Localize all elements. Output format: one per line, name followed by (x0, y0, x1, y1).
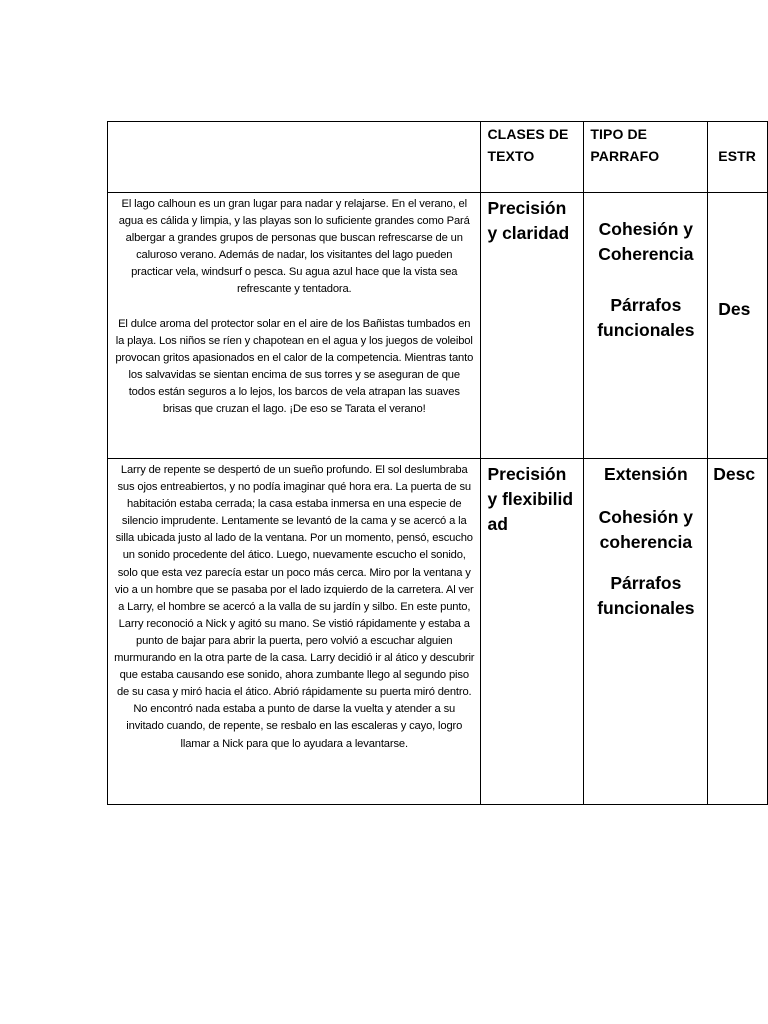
tipo-cell (584, 193, 708, 459)
text-cell (108, 193, 481, 459)
header-cell-estr (708, 122, 768, 193)
header-text (108, 122, 480, 123)
text-cell (108, 459, 481, 805)
header-estr: ESTR (718, 148, 757, 164)
text-body (108, 193, 480, 418)
header-clases-de-texto: CLASES DE TEXTO (487, 126, 569, 164)
tipo-value: Párrafos funcionales (597, 573, 695, 618)
estr-value: Des (718, 299, 751, 319)
text-paragraph: El lago calhoun es un gran lugar para nadar y relajarse. En el verano, el agua es cálida y limpia, y las playas son lo suficiente grandes como Pará albergar a grandes grupos de personas que buscan refrescarse de un caluroso verano. Además de nadar, los visitantes del lago pueden practicar vela, windsurf o pesca. Su agua azul hace que la vista sea refrescante y tentadora. (118, 198, 470, 296)
clase-value: Precisión y flexibilidad (487, 464, 574, 534)
header-cell-clases (481, 122, 584, 193)
header-tipo-de-parrafo: TIPO DE PARRAFO (590, 126, 660, 164)
clase-value: Precisión y claridad (487, 198, 570, 243)
text-analysis-table (107, 121, 768, 805)
tipo-value: Párrafos funcionales (597, 295, 695, 340)
tipo-cell (584, 459, 708, 805)
estr-cell (708, 459, 768, 805)
header-cell-tipo (584, 122, 708, 193)
tipo-value: Cohesión y coherencia (598, 507, 693, 552)
estr-cell (708, 193, 768, 459)
tipo-value: Extensión (604, 464, 688, 484)
text-paragraph: Larry de repente se despertó de un sueño profundo. El sol deslumbraba sus ojos entreabiertos, y no podía imaginar qué hora era. La puerta de su habitación estaba cerrada; la casa estaba inmersa en una especie de silencio imprudente. Lentamente se levantó de la cama y se acercó a la silla ubicada justo al lado de la ventana. Por un momento, pensó, escucho un sonido procedente del ático. Luego, nuevamente escucho el sonido, solo que esta vez parecía estar un poco más cerca. Miro por la ventana y vio a un hombre que se pasaba por el lado izquierdo de la carretera. Al ver a Larry, el hombre se acercó a la valla de su jardín y silbo. En este punto, Larry reconoció a Nick y agitó su mano. Se vistió rápidamente y estaba a punto de bajar para abrir la puerta, pero volvió a escuchar alguien murmurando en la otra parte de la casa. Larry decidió ir al ático y descubrir que estaba causando ese sonido, ahora zumbante llego al segundo piso de su casa y miró hacia el ático. Abrió rápidamente su puerta miró dentro. No encontró nada estaba a punto de darse la vuelta y atender a su invitado cuando, de repente, se resbalo en las escaleras y cayo, logro llamar a Nick para que lo ayudara a levantarse. (114, 464, 475, 750)
text-paragraph: El dulce aroma del protector solar en el aire de los Bañistas tumbados en la playa. Los niños se ríen y chapotean en el agua y los juegos de voleibol provocan gritos apasionados en el calor de la competencia. Mientras tanto los salvavidas se sientan encima de sus torres y se aseguran de que todos están seguros a lo lejos, los barcos de vela atrapan las suaves brisas que cruzan el lago. ¡De eso se Tarata el verano! (115, 317, 474, 416)
table-header-row (108, 122, 768, 193)
clase-cell (481, 459, 584, 805)
table-row (108, 193, 768, 459)
estr-value: Desc (713, 464, 756, 484)
header-cell-text (108, 122, 481, 193)
text-body (108, 459, 480, 753)
clase-cell (481, 193, 584, 459)
table-row (108, 459, 768, 805)
tipo-value: Cohesión y Coherencia (598, 219, 694, 264)
